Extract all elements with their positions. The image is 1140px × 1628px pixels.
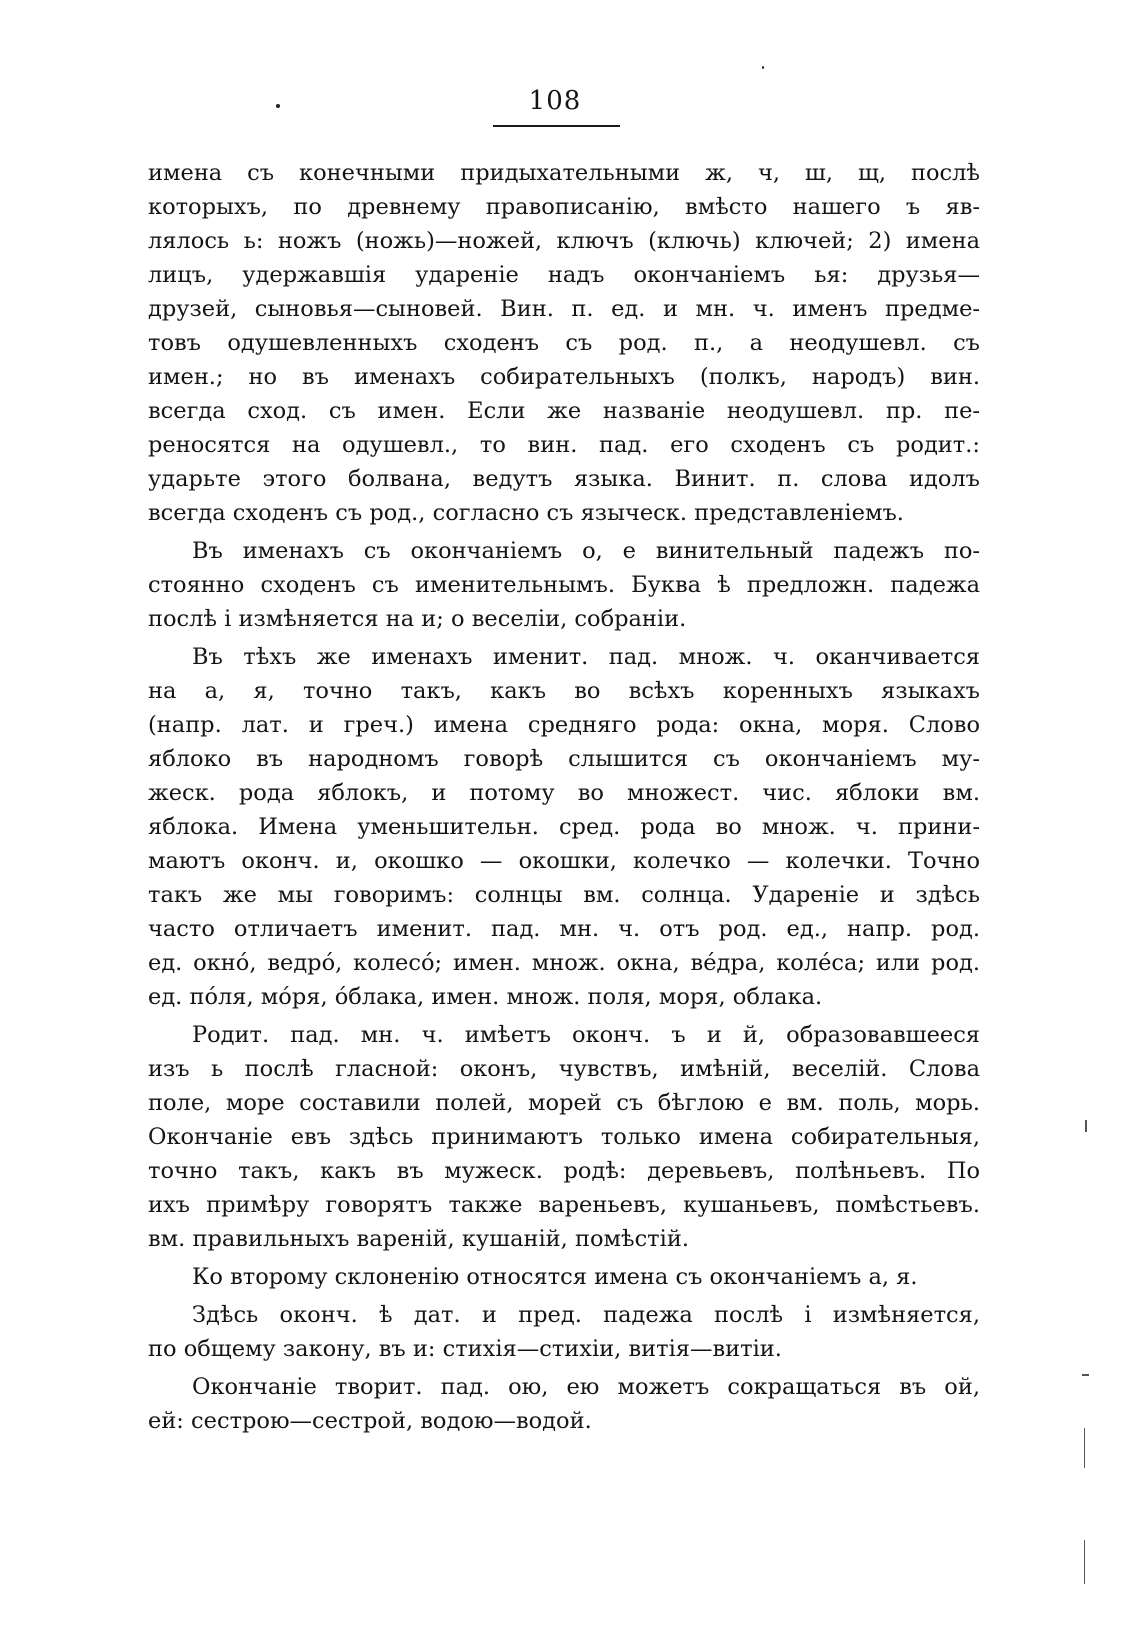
text-line: ей: сестрою—сестрой, водою—водой. — [148, 1408, 592, 1434]
text-line: ед. пóля, мóря, óблака, имен. множ. поля, моря, облака. — [148, 984, 823, 1010]
text-line: лицъ, удержавшія ударенiе надъ окончанiемъ ья: друзья— — [148, 262, 980, 288]
text-line: жеск. рода яблокъ, и потому во множест. чис. яблоки вм. — [148, 780, 980, 806]
text-line: (напр. лат. и греч.) имена средняго рода: окна, моря. Слово — [148, 712, 980, 738]
margin-mark — [1085, 1120, 1087, 1132]
text-line: такъ же мы говоримъ: солнцы вм. солнца. Ударенiе и здѣсь — [148, 882, 980, 908]
text-line: послѣ і измѣняется на и; о веселіи, собраніи. — [148, 606, 687, 632]
paragraph — [148, 1370, 980, 1438]
paragraph — [148, 640, 980, 1014]
text-line: всегда сход. съ имен. Если же названiе неодушевл. пр. пе- — [148, 398, 980, 424]
text-line: имен.; но въ именахъ собирательныхъ (полкъ, народъ) вин. — [148, 364, 980, 390]
text-line: яблока. Имена уменьшительн. сред. рода во множ. ч. прини- — [148, 814, 980, 840]
paragraph — [148, 534, 980, 636]
page-number: 108 — [528, 86, 582, 116]
text-line: лялось ь: ножъ (ножь)—ножей, ключъ (ключь) ключей; 2) имена — [148, 228, 980, 254]
text-line: вм. правильныхъ вареній, кушаній, помѣстій. — [148, 1226, 689, 1252]
body-text — [148, 156, 980, 1438]
text-line: друзей, сыновья—сыновей. Вин. п. ед. и мн. ч. именъ предме- — [148, 296, 980, 322]
text-line: стоянно сходенъ съ именительнымъ. Буква ѣ предложн. падежа — [148, 572, 980, 598]
margin-mark — [1084, 1540, 1085, 1584]
page-number-rule — [493, 125, 620, 127]
text-line: Родит. пад. мн. ч. имѣетъ оконч. ъ и й, образовавшееся — [192, 1022, 980, 1048]
text-line: по общему закону, въ и: стихія—стихіи, витія—витіи. — [148, 1336, 782, 1362]
text-line: ед. окнó, ведрó, колесó; имен. множ. окна, вéдра, колéса; или род. — [148, 950, 980, 976]
dust-speck — [762, 66, 764, 69]
text-line: на а, я, точно такъ, какъ во всѣхъ коренныхъ языкахъ — [148, 678, 980, 704]
text-line: изъ ь послѣ гласной: оконъ, чувствъ, имѣній, веселій. Слова — [148, 1056, 980, 1082]
text-line: яблоко въ народномъ говорѣ слышится съ окончанiемъ му- — [148, 746, 980, 772]
text-line: Въ именахъ съ окончанiемъ о, е винительный падежъ по- — [192, 538, 980, 564]
text-line: всегда сходенъ съ род., согласно съ языческ. представленiемъ. — [148, 500, 904, 526]
paragraph — [148, 1018, 980, 1256]
text-line: поле, море составили полей, морей съ бѣглою е вм. поль, морь. — [148, 1090, 980, 1116]
text-line: Здѣсь оконч. ѣ дат. и пред. падежа послѣ і измѣняется, — [192, 1302, 980, 1328]
text-line: маютъ оконч. и, окошко — окошки, колечко — колечки. Точно — [148, 848, 980, 874]
text-line: ихъ примѣру говорятъ также вареньевъ, кушаньевъ, помѣстьевъ. — [148, 1192, 980, 1218]
dust-speck — [276, 104, 280, 108]
paragraph — [148, 1298, 980, 1366]
text-line: реносятся на одушевл., то вин. пад. его сходенъ съ родит.: — [148, 432, 980, 458]
margin-mark — [1082, 1374, 1089, 1376]
text-line: Окончанiе творит. пад. ою, ею можетъ сокращаться въ ой, — [192, 1374, 980, 1400]
text-line: часто отличаетъ именит. пад. мн. ч. отъ род. ед., напр. род. — [148, 916, 980, 942]
text-line: Въ тѣхъ же именахъ именит. пад. множ. ч. оканчивается — [192, 644, 980, 670]
paragraph — [148, 1260, 980, 1294]
text-line: которыхъ, по древнему правописанію, вмѣсто нашего ъ яв- — [148, 194, 980, 220]
text-line: товъ одушевленныхъ сходенъ съ род. п., а неодушевл. съ — [148, 330, 980, 356]
paragraph — [148, 156, 980, 530]
text-line: точно такъ, какъ въ мужеск. родѣ: деревьевъ, полѣньевъ. По — [148, 1158, 980, 1184]
text-line: Ко второму склоненiю относятся имена съ окончанiемъ а, я. — [192, 1264, 918, 1290]
margin-mark — [1084, 1428, 1085, 1468]
text-line: имена съ конечными придыхательными ж, ч, ш, щ, послѣ — [148, 160, 980, 186]
text-line: ударьте этого болвана, ведутъ языка. Винит. п. слова идолъ — [148, 466, 980, 492]
text-line: Окончанiе евъ здѣсь принимаютъ только имена собирательныя, — [148, 1124, 980, 1150]
